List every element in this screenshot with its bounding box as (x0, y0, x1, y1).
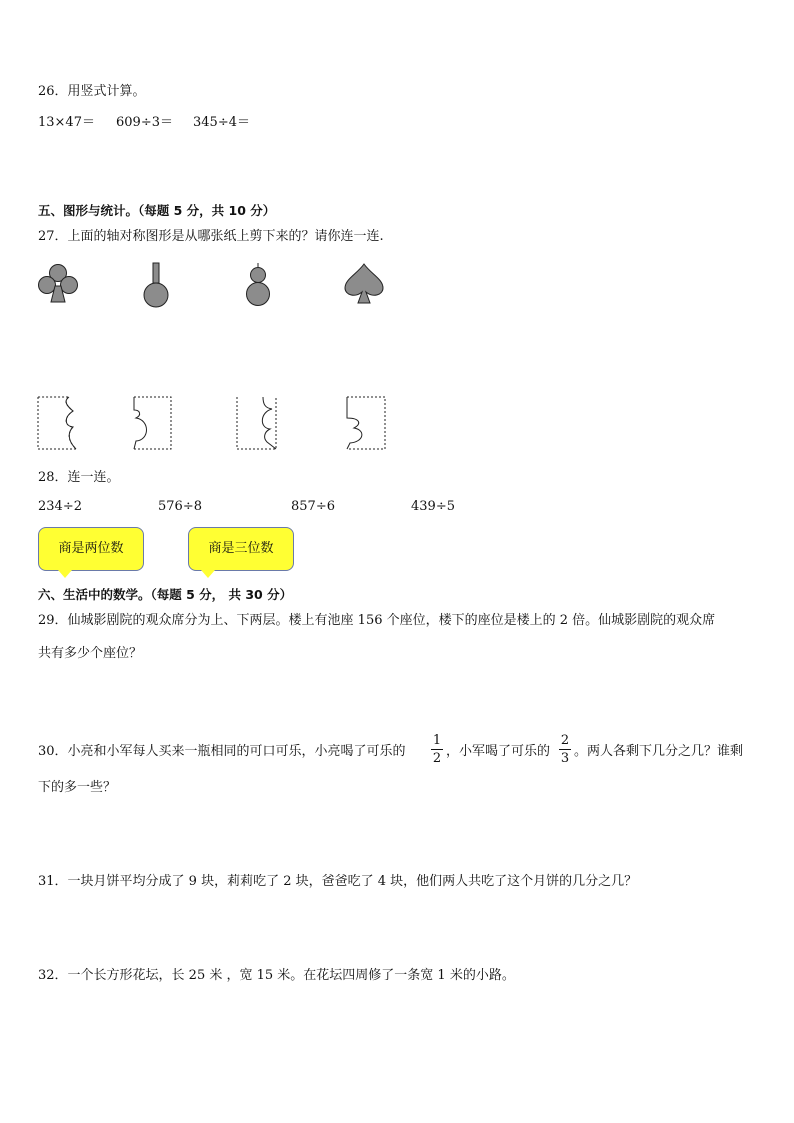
callout-two-digit-quotient: 商是两位数 (38, 527, 144, 571)
q28-item-3: 857÷6 (291, 499, 335, 514)
flask-shape-icon (140, 262, 174, 308)
gourd-shape-icon (242, 262, 274, 308)
q30-text-part-1: 30．小亮和小军每人买来一瓶相同的可口可乐，小亮喝了可乐的 (38, 744, 406, 759)
q29-line-1: 29．仙城影剧院的观众席分为上、下两层。楼上有池座 156 个座位，楼下的座位是楼上的 2 倍。仙城影剧院的观众席 (38, 613, 716, 628)
q26-item-2: 609÷3＝ (116, 115, 173, 130)
fraction-one-half: 1 2 (432, 733, 442, 766)
paper-cutout-4-icon (344, 396, 388, 450)
section-5-heading: 五、图形与统计。（每题 5 分，共 10 分） (38, 203, 276, 218)
callout-tail (201, 570, 215, 578)
q26-title: 26．用竖式计算。 (38, 84, 146, 99)
q28-title: 28．连一连。 (38, 470, 120, 485)
paper-cutout-2-icon (130, 396, 174, 450)
callout-tail (58, 570, 72, 578)
q28-item-1: 234÷2 (38, 499, 82, 514)
q26-item-1: 13×47＝ (38, 115, 95, 130)
q28-item-4: 439÷5 (411, 499, 455, 514)
callout-three-digit-quotient: 商是三位数 (188, 527, 294, 571)
q29-line-2: 共有多少个座位？ (38, 646, 143, 661)
fraction-two-thirds: 2 3 (560, 733, 570, 766)
q28-item-2: 576÷8 (158, 499, 202, 514)
q30-text-part-2: ，小军喝了可乐的 (446, 744, 551, 759)
q26-item-3: 345÷4＝ (193, 115, 250, 130)
q30-line-2: 下的多一些？ (38, 780, 117, 795)
q31-text: 31．一块月饼平均分成了 9 块，莉莉吃了 2 块，爸爸吃了 4 块，他们两人共吃了这个月饼的几分之几？ (38, 874, 638, 889)
q30-text-part-3: 。两人各剩下几分之几？谁剩 (574, 744, 744, 759)
q27-title: 27．上面的轴对称图形是从哪张纸上剪下来的？请你连一连. (38, 229, 384, 244)
spade-shape-icon (342, 262, 386, 306)
paper-cutout-3-icon (236, 396, 278, 450)
section-6-heading: 六、生活中的数学。（每题 5 分， 共 30 分） (38, 587, 293, 602)
paper-cutout-1-icon (37, 396, 79, 450)
q32-text: 32．一个长方形花坛，长 25 米 ，宽 15 米。在花坛四周修了一条宽 1 米的小路。 (38, 968, 515, 983)
club-shape-icon (36, 262, 80, 306)
